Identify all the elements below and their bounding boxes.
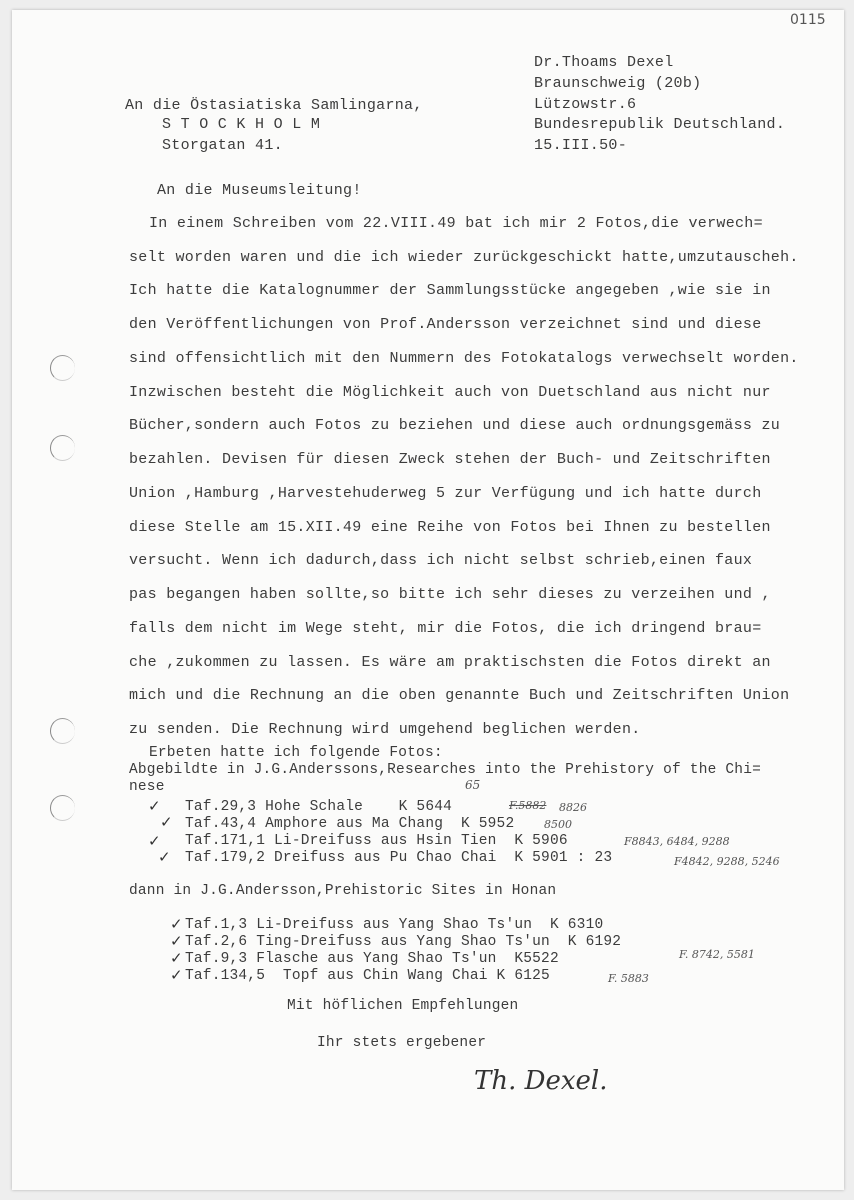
- punch-hole: [50, 795, 75, 821]
- body-line: pas begangen haben sollte,so bitte ich sehr dieses zu verzeihen und ,: [129, 586, 771, 603]
- body-line: che ,zukommen zu lassen. Es wäre am praktischsten die Fotos direkt an: [129, 654, 771, 671]
- list-item: Taf.171,1 Li-Dreifuss aus Hsin Tien K 5906: [185, 833, 568, 849]
- body-line: Union ,Hamburg ,Harvestehuderweg 5 zur Verfügung und ich hatte durch: [129, 485, 762, 502]
- body-line: versucht. Wenn ich dadurch,dass ich nicht selbst schrieb,einen faux: [129, 552, 753, 569]
- body-line: Ich hatte die Katalognummer der Sammlungsstücke angegeben ,wie sie in: [129, 282, 771, 299]
- sender-name: Dr.Thoams Dexel: [534, 54, 674, 71]
- closing-regards: Ihr stets ergebener: [317, 1035, 487, 1051]
- sender-street: Lützowstr.6: [534, 96, 637, 113]
- list-item: Taf.1,3 Li-Dreifuss aus Yang Shao Ts'un K 6310: [185, 917, 604, 933]
- request-intro: Erbeten hatte ich folgende Fotos:: [149, 745, 443, 761]
- list-item-note: F.5882: [509, 799, 547, 812]
- source2-line: dann in J.G.Andersson,Prehistoric Sites in Honan: [129, 883, 557, 899]
- sender-country: Bundesrepublik Deutschland.: [534, 116, 786, 133]
- punch-hole: [50, 355, 75, 381]
- recipient-line3: Storgatan 41.: [162, 137, 283, 154]
- check-mark-icon: ✓: [148, 832, 161, 850]
- list-item: Taf.9,3 Flasche aus Yang Shao Ts'un K5522: [185, 951, 559, 967]
- handwritten-note: 65: [465, 778, 481, 792]
- page-number: 0115: [790, 12, 826, 28]
- body-line: Inzwischen besteht die Möglichkeit auch von Duetschland aus nicht nur: [129, 384, 771, 401]
- recipient-line2: S T O C K H O L M: [162, 116, 321, 133]
- sender-city: Braunschweig (20b): [534, 75, 702, 92]
- list-item: Taf.2,6 Ting-Dreifuss aus Yang Shao Ts'un K 6192: [185, 934, 622, 950]
- body-line: In einem Schreiben vom 22.VIII.49 bat ich mir 2 Fotos,die verwech=: [149, 215, 763, 232]
- check-mark-icon: ✓: [158, 848, 171, 866]
- check-mark-icon: ✓: [170, 915, 183, 933]
- letter-page: [12, 10, 844, 1190]
- body-line: bezahlen. Devisen für diesen Zweck stehen der Buch- und Zeitschriften: [129, 451, 771, 468]
- list-item-note: F. 5883: [608, 972, 649, 985]
- check-mark-icon: ✓: [170, 932, 183, 950]
- body-line: mich und die Rechnung an die oben genannte Buch und Zeitschriften Union: [129, 687, 790, 704]
- punch-hole: [50, 718, 75, 744]
- list-item-note: F4842, 9288, 5246: [674, 855, 780, 868]
- source1-line1: Abgebildte in J.G.Anderssons,Researches into the Prehistory of the Chi=: [129, 762, 762, 778]
- list-item-note: 8500: [544, 818, 572, 831]
- body-line: falls dem nicht im Wege steht, mir die Fotos, die ich dringend brau=: [129, 620, 762, 637]
- body-line: Bücher,sondern auch Fotos zu beziehen und diese auch ordnungsgemäss zu: [129, 417, 781, 434]
- sender-date: 15.III.50-: [534, 137, 628, 154]
- body-line: den Veröffentlichungen von Prof.Andersson verzeichnet sind und diese: [129, 316, 762, 333]
- closing-greeting: Mit höflichen Empfehlungen: [287, 998, 519, 1014]
- list-item: Taf.43,4 Amphore aus Ma Chang K 5952: [185, 816, 515, 832]
- list-item: Taf.29,3 Hohe Schale K 5644: [185, 799, 453, 815]
- body-line: diese Stelle am 15.XII.49 eine Reihe von Fotos bei Ihnen zu bestellen: [129, 519, 771, 536]
- source1-line2: nese: [129, 779, 165, 795]
- salutation: An die Museumsleitung!: [157, 182, 362, 199]
- body-line: selt worden waren und die ich wieder zurückgeschickt hatte,umzutauscheh.: [129, 249, 799, 266]
- list-item: Taf.179,2 Dreifuss aus Pu Chao Chai K 5901 : 23: [185, 850, 613, 866]
- list-item: Taf.134,5 Topf aus Chin Wang Chai K 6125: [185, 968, 550, 984]
- check-mark-icon: ✓: [170, 949, 183, 967]
- check-mark-icon: ✓: [160, 813, 173, 831]
- recipient-line1: An die Östasiatiska Samlingarna,: [125, 97, 423, 114]
- signature: Th. Dexel.: [474, 1066, 608, 1096]
- body-line: zu senden. Die Rechnung wird umgehend beglichen werden.: [129, 721, 641, 738]
- punch-hole: [50, 435, 75, 461]
- check-mark-icon: ✓: [170, 966, 183, 984]
- check-mark-icon: ✓: [148, 797, 161, 815]
- body-line: sind offensichtlich mit den Nummern des Fotokatalogs verwechselt worden.: [129, 350, 799, 367]
- list-item-note: 8826: [559, 801, 587, 814]
- list-item-note: F8843, 6484, 9288: [624, 835, 730, 848]
- list-item-note: F. 8742, 5581: [679, 948, 755, 961]
